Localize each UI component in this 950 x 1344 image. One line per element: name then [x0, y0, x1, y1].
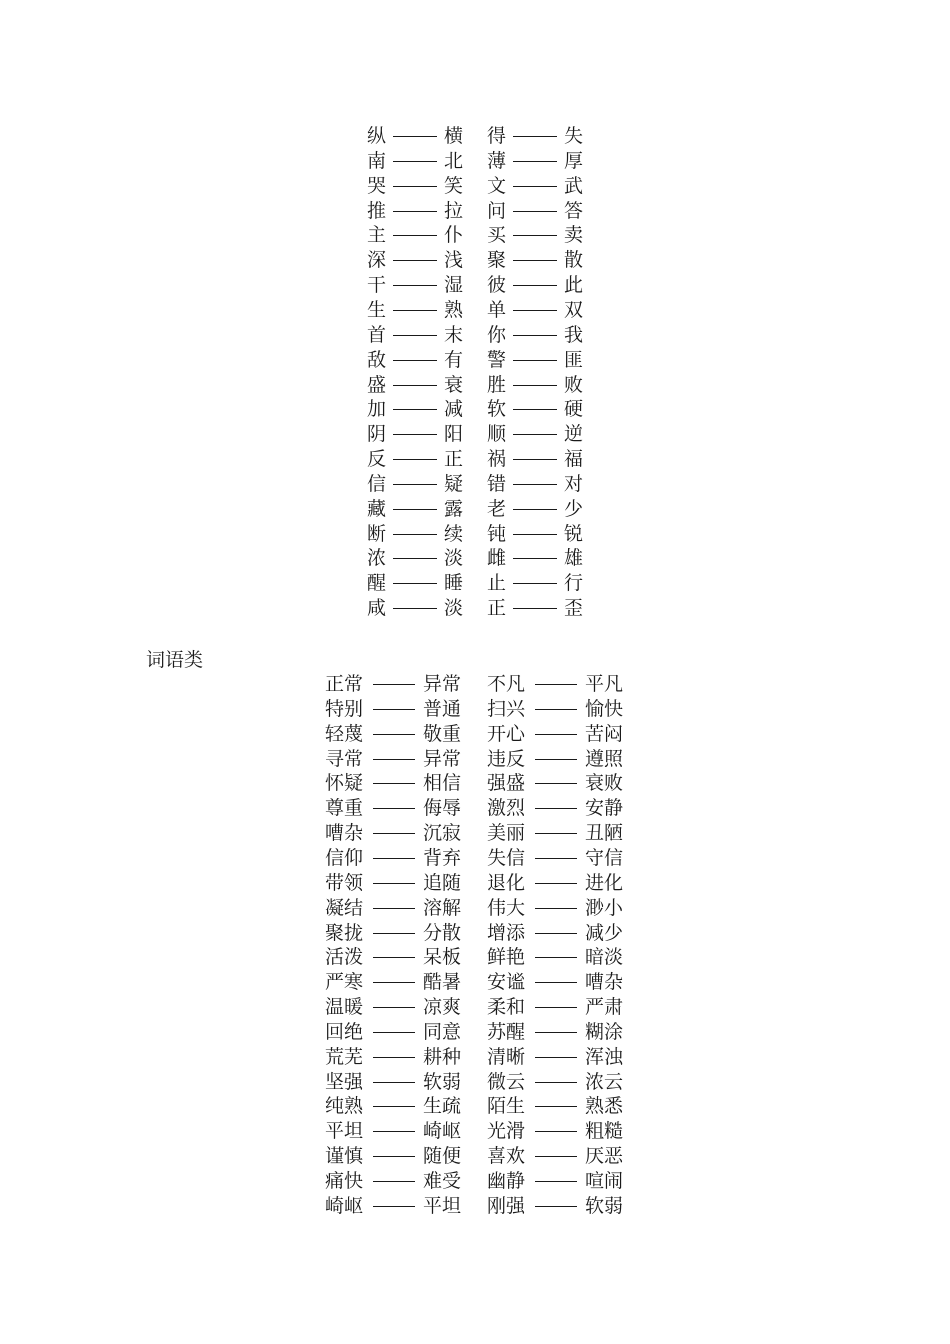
dash-separator: [513, 161, 557, 162]
dash-separator: [535, 783, 577, 784]
word-pair-row: [0, 1194, 950, 1219]
single-pair-term: 你: [487, 323, 507, 346]
single-pair-term: 浓: [367, 547, 387, 570]
dash-separator: [393, 608, 437, 609]
word-pair-term: 正常: [325, 673, 364, 695]
dash-separator: [393, 409, 437, 410]
dash-separator: [373, 1106, 415, 1107]
single-pair-row: [0, 149, 950, 174]
dash-separator: [373, 709, 415, 710]
single-pair-term: 逆: [564, 423, 584, 446]
single-pair-term: 首: [367, 323, 387, 346]
single-pair-term: 福: [564, 448, 584, 471]
word-pair-term: 痛快: [325, 1170, 364, 1192]
dash-separator: [513, 260, 557, 261]
dash-separator: [513, 211, 557, 212]
single-pair-term: 淡: [444, 597, 464, 620]
word-pair-row: [0, 821, 950, 846]
single-pair-term: 纵: [367, 125, 387, 147]
single-pair-term: 钝: [487, 522, 507, 545]
dash-separator: [393, 235, 437, 236]
word-pair-row: [0, 1144, 950, 1169]
word-pair-term: 增添: [487, 921, 526, 944]
single-pair-term: 淡: [444, 547, 464, 570]
word-pair-term: 糊涂: [585, 1020, 624, 1043]
dash-separator: [373, 982, 415, 983]
word-pair-term: 不凡: [487, 673, 526, 695]
single-pair-term: 单: [487, 298, 507, 321]
single-pair-row: [0, 323, 950, 348]
single-pair-term: 祸: [487, 448, 507, 471]
word-pair-term: 退化: [487, 871, 526, 894]
single-pair-term: 匪: [564, 348, 584, 371]
single-pair-term: 顺: [487, 423, 507, 446]
word-pair-term: 喧闹: [585, 1170, 624, 1192]
dash-separator: [393, 434, 437, 435]
word-pair-term: 荒芜: [325, 1045, 364, 1068]
dash-separator: [393, 310, 437, 311]
word-pair-row: [0, 846, 950, 871]
word-pair-term: 呆板: [423, 946, 462, 969]
dash-separator: [535, 908, 577, 909]
word-pair-term: 特别: [325, 697, 364, 720]
single-pair-term: 歪: [564, 597, 584, 620]
dash-separator: [373, 1057, 415, 1058]
single-pair-term: 仆: [444, 224, 464, 247]
single-pair-row: [0, 472, 950, 497]
dash-separator: [513, 484, 557, 485]
dash-separator: [535, 709, 577, 710]
dash-separator: [393, 534, 437, 535]
word-pair-term: 粗糙: [585, 1120, 624, 1143]
dash-separator: [535, 858, 577, 859]
dash-separator: [535, 1181, 577, 1182]
single-pair-row: [0, 298, 950, 323]
single-pair-term: 疑: [444, 472, 464, 495]
single-pair-row: [0, 248, 950, 273]
dash-separator: [535, 808, 577, 809]
word-pair-term: 崎岖: [325, 1194, 364, 1217]
single-pair-term: 错: [487, 472, 507, 495]
single-pair-term: 减: [444, 398, 464, 421]
word-pair-term: 衰败: [585, 772, 624, 795]
word-pair-term: 嘈杂: [325, 822, 364, 845]
word-pair-term: 安谧: [487, 971, 526, 994]
single-pair-term: 彼: [487, 274, 507, 297]
word-pair-term: 生疏: [423, 1095, 462, 1118]
single-pair-term: 末: [444, 323, 464, 346]
word-pair-term: 幽静: [487, 1170, 526, 1192]
word-pair-row: [0, 970, 950, 995]
single-pair-term: 双: [564, 298, 584, 321]
word-pair-term: 坚强: [325, 1070, 364, 1093]
single-pair-term: 阳: [444, 423, 464, 446]
single-pair-row: [0, 447, 950, 472]
dash-separator: [393, 260, 437, 261]
word-pair-row: [0, 1169, 950, 1194]
dash-separator: [513, 409, 557, 410]
word-pair-term: 守信: [585, 846, 624, 869]
dash-separator: [393, 211, 437, 212]
dash-separator: [535, 1007, 577, 1008]
dash-separator: [535, 833, 577, 834]
single-pair-term: 此: [564, 274, 584, 297]
dash-separator: [513, 136, 557, 137]
word-pair-term: 溶解: [423, 896, 462, 919]
word-pair-term: 丑陋: [585, 822, 624, 845]
single-pair-row: [0, 397, 950, 422]
dash-separator: [373, 783, 415, 784]
dash-separator: [513, 509, 557, 510]
dash-separator: [393, 285, 437, 286]
dash-separator: [393, 335, 437, 336]
word-pair-term: 喜欢: [487, 1145, 526, 1168]
single-pair-term: 生: [367, 298, 387, 321]
dash-separator: [513, 235, 557, 236]
word-pair-term: 异常: [423, 673, 462, 695]
single-pair-term: 睡: [444, 572, 464, 595]
word-pair-term: 凝结: [325, 896, 364, 919]
dash-separator: [513, 335, 557, 336]
dash-separator: [373, 908, 415, 909]
word-pair-term: 进化: [585, 871, 624, 894]
single-pair-term: 正: [487, 597, 507, 620]
dash-separator: [535, 933, 577, 934]
word-pair-term: 背弃: [423, 846, 462, 869]
word-pair-term: 激烈: [487, 797, 526, 820]
dash-separator: [513, 558, 557, 559]
single-pair-term: 少: [564, 497, 584, 520]
dash-separator: [513, 385, 557, 386]
word-pair-term: 寻常: [325, 747, 364, 770]
word-pair-term: 扫兴: [487, 697, 526, 720]
word-pair-row: [0, 722, 950, 747]
dash-separator: [393, 484, 437, 485]
single-pair-term: 老: [487, 497, 507, 520]
word-pair-term: 严肃: [585, 996, 624, 1019]
dash-separator: [393, 161, 437, 162]
dash-separator: [513, 285, 557, 286]
dash-separator: [535, 957, 577, 958]
dash-separator: [373, 684, 415, 685]
single-pair-row: [0, 497, 950, 522]
single-pair-term: 熟: [444, 298, 464, 321]
single-pair-term: 断: [367, 522, 387, 545]
word-pair-term: 平凡: [585, 673, 624, 695]
word-pair-term: 美丽: [487, 822, 526, 845]
word-pair-term: 沉寂: [423, 822, 462, 845]
word-pair-term: 纯熟: [325, 1095, 364, 1118]
word-pair-term: 违反: [487, 747, 526, 770]
single-pair-term: 阴: [367, 423, 387, 446]
dash-separator: [393, 136, 437, 137]
word-pair-term: 分散: [423, 921, 462, 944]
single-pair-term: 笑: [444, 174, 464, 197]
single-pair-term: 卖: [564, 224, 584, 247]
word-pair-term: 光滑: [487, 1120, 526, 1143]
dash-separator: [535, 883, 577, 884]
word-pair-term: 厌恶: [585, 1145, 624, 1168]
word-pair-row: [0, 697, 950, 722]
word-pair-term: 平坦: [325, 1120, 364, 1143]
word-pair-term: 同意: [423, 1020, 462, 1043]
single-pair-term: 聚: [487, 249, 507, 272]
single-pair-row: [0, 223, 950, 248]
word-pair-term: 开心: [487, 722, 526, 745]
single-pair-term: 咸: [367, 597, 387, 620]
word-pair-row: [0, 796, 950, 821]
single-pair-term: 反: [367, 448, 387, 471]
single-pair-term: 行: [564, 572, 584, 595]
dash-separator: [513, 186, 557, 187]
single-pair-term: 南: [367, 149, 387, 172]
word-pair-row: [0, 1045, 950, 1070]
single-pair-term: 信: [367, 472, 387, 495]
word-pair-term: 浑浊: [585, 1045, 624, 1068]
word-pair-term: 谨慎: [325, 1145, 364, 1168]
dash-separator: [535, 684, 577, 685]
single-pair-term: 加: [367, 398, 387, 421]
word-pair-term: 严寒: [325, 971, 364, 994]
single-pair-term: 藏: [367, 497, 387, 520]
word-pair-row: [0, 1094, 950, 1119]
word-pair-term: 苦闷: [585, 722, 624, 745]
word-pair-term: 软弱: [423, 1070, 462, 1093]
word-pair-term: 嘈杂: [585, 971, 624, 994]
single-pair-term: 武: [564, 174, 584, 197]
dash-separator: [513, 434, 557, 435]
word-pair-term: 侮辱: [423, 797, 462, 820]
dash-separator: [535, 1156, 577, 1157]
dash-separator: [393, 509, 437, 510]
word-pair-term: 普通: [423, 697, 462, 720]
single-pair-row: [0, 571, 950, 596]
word-pair-row: [0, 771, 950, 796]
dash-separator: [373, 833, 415, 834]
word-pair-term: 微云: [487, 1070, 526, 1093]
word-pair-term: 陌生: [487, 1095, 526, 1118]
word-pair-term: 回绝: [325, 1020, 364, 1043]
dash-separator: [535, 982, 577, 983]
word-pair-row: [0, 921, 950, 946]
dash-separator: [513, 583, 557, 584]
word-pair-term: 相信: [423, 772, 462, 795]
word-pair-term: 聚拢: [325, 921, 364, 944]
word-pair-term: 异常: [423, 747, 462, 770]
single-pair-term: 警: [487, 348, 507, 371]
word-pair-term: 带领: [325, 871, 364, 894]
dash-separator: [373, 933, 415, 934]
single-pair-row: [0, 373, 950, 398]
dash-separator: [535, 1032, 577, 1033]
single-pair-term: 雄: [564, 547, 584, 570]
word-pair-term: 熟悉: [585, 1095, 624, 1118]
single-pair-term: 醒: [367, 572, 387, 595]
dash-separator: [373, 1032, 415, 1033]
single-pair-term: 答: [564, 199, 584, 222]
dash-separator: [373, 1206, 415, 1207]
word-pair-term: 渺小: [585, 896, 624, 919]
single-pair-term: 对: [564, 472, 584, 495]
word-pair-term: 怀疑: [325, 772, 364, 795]
single-pair-row: [0, 199, 950, 224]
word-pair-term: 酷暑: [423, 971, 462, 994]
dash-separator: [513, 608, 557, 609]
word-pair-term: 平坦: [423, 1194, 462, 1217]
word-pair-term: 随便: [423, 1145, 462, 1168]
word-pair-term: 伟大: [487, 896, 526, 919]
word-pair-term: 轻蔑: [325, 722, 364, 745]
section-heading-words: 词语类: [146, 649, 204, 671]
dash-separator: [373, 1131, 415, 1132]
single-pair-term: 主: [367, 224, 387, 247]
dash-separator: [535, 1082, 577, 1083]
word-pair-row: [0, 1119, 950, 1144]
single-pair-term: 湿: [444, 274, 464, 297]
word-pair-term: 鲜艳: [487, 946, 526, 969]
dash-separator: [373, 858, 415, 859]
single-pair-row: [0, 422, 950, 447]
single-pair-term: 敌: [367, 348, 387, 371]
single-pair-term: 续: [444, 522, 464, 545]
word-pair-term: 信仰: [325, 846, 364, 869]
word-pair-term: 刚强: [487, 1194, 526, 1217]
word-pair-term: 愉快: [585, 697, 624, 720]
single-pair-term: 文: [487, 174, 507, 197]
dash-separator: [513, 360, 557, 361]
word-pair-term: 凉爽: [423, 996, 462, 1019]
single-pair-term: 失: [564, 125, 584, 147]
single-pair-row: [0, 546, 950, 571]
single-pair-row: [0, 596, 950, 621]
dash-separator: [373, 734, 415, 735]
single-pair-term: 散: [564, 249, 584, 272]
single-pair-term: 北: [444, 149, 464, 172]
single-pair-row: [0, 522, 950, 547]
dash-separator: [513, 534, 557, 535]
word-pair-term: 苏醒: [487, 1020, 526, 1043]
single-pair-row: [0, 348, 950, 373]
word-pair-row: [0, 896, 950, 921]
word-pair-term: 浓云: [585, 1070, 624, 1093]
single-pair-term: 硬: [564, 398, 584, 421]
dash-separator: [393, 583, 437, 584]
word-pair-term: 软弱: [585, 1194, 624, 1217]
word-pair-term: 温暖: [325, 996, 364, 1019]
word-pair-term: 柔和: [487, 996, 526, 1019]
word-pair-term: 敬重: [423, 722, 462, 745]
single-pair-term: 有: [444, 348, 464, 371]
word-pair-term: 安静: [585, 797, 624, 820]
single-pair-term: 推: [367, 199, 387, 222]
single-pair-term: 干: [367, 274, 387, 297]
word-pair-row: [0, 672, 950, 697]
single-pair-term: 拉: [444, 199, 464, 222]
dash-separator: [513, 459, 557, 460]
single-pair-row: [0, 273, 950, 298]
single-pair-term: 锐: [564, 522, 584, 545]
single-pair-term: 哭: [367, 174, 387, 197]
single-pair-term: 衰: [444, 373, 464, 396]
word-pair-term: 减少: [585, 921, 624, 944]
single-pair-term: 我: [564, 323, 584, 346]
dash-separator: [393, 558, 437, 559]
dash-separator: [535, 1057, 577, 1058]
word-pair-term: 崎岖: [423, 1120, 462, 1143]
single-pair-term: 薄: [487, 149, 507, 172]
dash-separator: [535, 1206, 577, 1207]
single-pair-term: 胜: [487, 373, 507, 396]
dash-separator: [393, 385, 437, 386]
dash-separator: [535, 1106, 577, 1107]
word-pair-row: [0, 871, 950, 896]
dash-separator: [393, 459, 437, 460]
word-pair-row: [0, 1070, 950, 1095]
word-pair-row: [0, 1020, 950, 1045]
word-pair-term: 遵照: [585, 747, 624, 770]
word-pair-term: 暗淡: [585, 946, 624, 969]
single-pair-term: 软: [487, 398, 507, 421]
single-pair-row: [0, 174, 950, 199]
single-pair-term: 浅: [444, 249, 464, 272]
dash-separator: [373, 1156, 415, 1157]
single-pair-term: 正: [444, 448, 464, 471]
dash-separator: [393, 360, 437, 361]
single-pair-row: [0, 124, 950, 149]
single-pair-term: 败: [564, 373, 584, 396]
single-pair-term: 得: [487, 125, 507, 147]
word-pair-term: 失信: [487, 846, 526, 869]
dash-separator: [373, 883, 415, 884]
single-pair-term: 深: [367, 249, 387, 272]
word-pair-row: [0, 995, 950, 1020]
dash-separator: [373, 1181, 415, 1182]
dash-separator: [513, 310, 557, 311]
word-pair-term: 难受: [423, 1170, 462, 1192]
single-pair-term: 买: [487, 224, 507, 247]
single-pair-term: 厚: [564, 149, 584, 172]
single-pair-term: 露: [444, 497, 464, 520]
word-pair-row: [0, 747, 950, 772]
dash-separator: [373, 957, 415, 958]
single-pair-term: 雌: [487, 547, 507, 570]
word-pair-term: 强盛: [487, 772, 526, 795]
word-pair-term: 追随: [423, 871, 462, 894]
dash-separator: [393, 186, 437, 187]
dash-separator: [373, 1082, 415, 1083]
dash-separator: [373, 1007, 415, 1008]
dash-separator: [535, 759, 577, 760]
dash-separator: [535, 734, 577, 735]
single-pair-term: 止: [487, 572, 507, 595]
word-pair-term: 活泼: [325, 946, 364, 969]
word-pair-row: [0, 945, 950, 970]
single-pair-term: 问: [487, 199, 507, 222]
dash-separator: [373, 808, 415, 809]
single-pair-term: 盛: [367, 373, 387, 396]
word-pair-term: 清晰: [487, 1045, 526, 1068]
word-pair-term: 耕种: [423, 1045, 462, 1068]
dash-separator: [373, 759, 415, 760]
dash-separator: [535, 1131, 577, 1132]
word-pair-term: 尊重: [325, 797, 364, 820]
single-pair-term: 横: [444, 125, 464, 147]
